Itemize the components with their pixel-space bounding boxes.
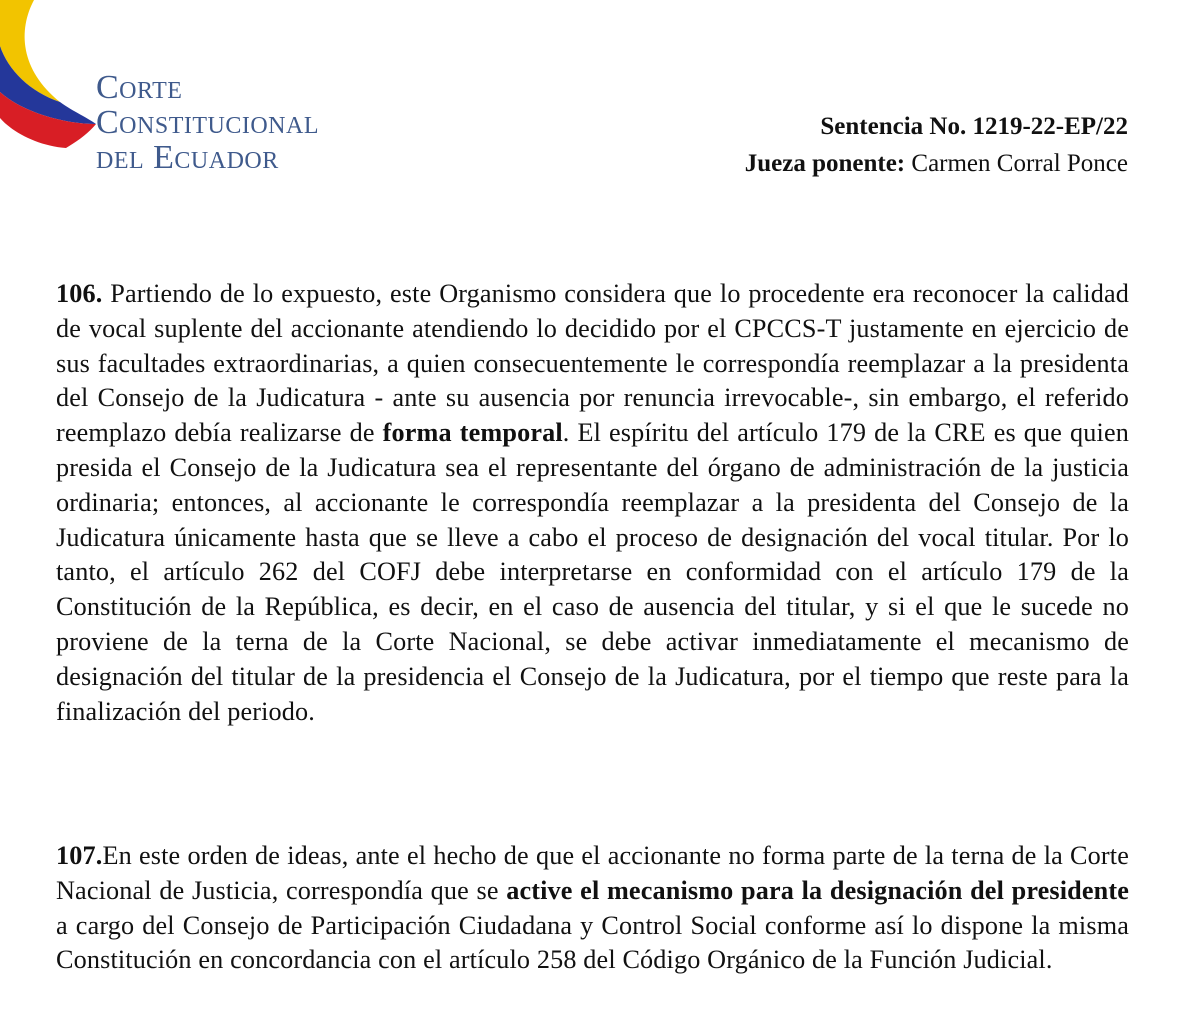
bold-phrase: active el mecanismo para la designación del presidente	[506, 875, 1129, 905]
paragraph-106	[56, 277, 1129, 729]
logo-line-ecuador: del Ecuador	[96, 139, 279, 176]
court-logo	[0, 0, 400, 190]
bold-phrase: forma temporal	[382, 418, 563, 448]
paragraph-number: 106.	[56, 279, 103, 308]
jueza-ponente	[745, 145, 1128, 182]
sentencia-number: Sentencia No. 1219-22-EP/22	[820, 113, 1128, 140]
paragraph-text: a cargo del Consejo de Participación Ciudadana y Control Social conforme así lo dispone la misma Constitución en concordancia con el artículo 258 del Código Orgánico de la Función Judicial.	[56, 910, 1129, 975]
paragraph-107	[56, 839, 1129, 978]
logo-line-constitucional: Constitucional	[96, 104, 319, 141]
paragraph-number: 107.	[56, 841, 103, 870]
paragraph-text: Partiendo de lo expuesto, este Organismo considera que lo procedente era reconocer la calidad de vocal suplente del accionante atendiendo lo decidido por el CPCCS-T justamente en ejercicio de sus facultades extraordinarias, a quien consecuentemente le correspondía reemplazar a la presidenta del Consejo de la Judicatura - ante su ausencia por renuncia irrevocable-, sin embargo, el referido reemplazo debía realizarse de	[56, 279, 1129, 448]
logo-text	[96, 70, 319, 175]
jueza-name: Carmen Corral Ponce	[911, 150, 1128, 177]
logo-line-corte: Corte	[96, 69, 183, 106]
paragraph-text: . El espíritu del artículo 179 de la CRE es que quien presida el Consejo de la Judicatura sea el representante del órgano de administración de la justicia ordinaria; entonces, al accionante le correspondía reemplazar a la presidenta del Consejo de la Judicatura únicamente hasta que se lleve a cabo el proceso de designación del vocal titular. Por lo tanto, el artículo 262 del COFJ debe interpretarse en conformidad con el artículo 179 de la Constitución de la República, es decir, en el caso de ausencia del titular, y si el que le sucede no proviene de la terna de la Corte Nacional, se debe activar inmediatamente el mecanismo de designación del titular de la presidencia el Consejo de la Judicatura, por el tiempo que reste para la finalización del periodo.	[56, 418, 1129, 726]
jueza-label: Jueza ponente:	[744, 150, 906, 177]
paragraph-text: En este orden de ideas, ante el hecho de que el accionante no forma parte de la terna de la Corte Nacional de Justicia, correspondía que se	[56, 841, 1129, 905]
flag-swoosh-emblem	[0, 0, 110, 180]
document-header	[745, 108, 1128, 182]
